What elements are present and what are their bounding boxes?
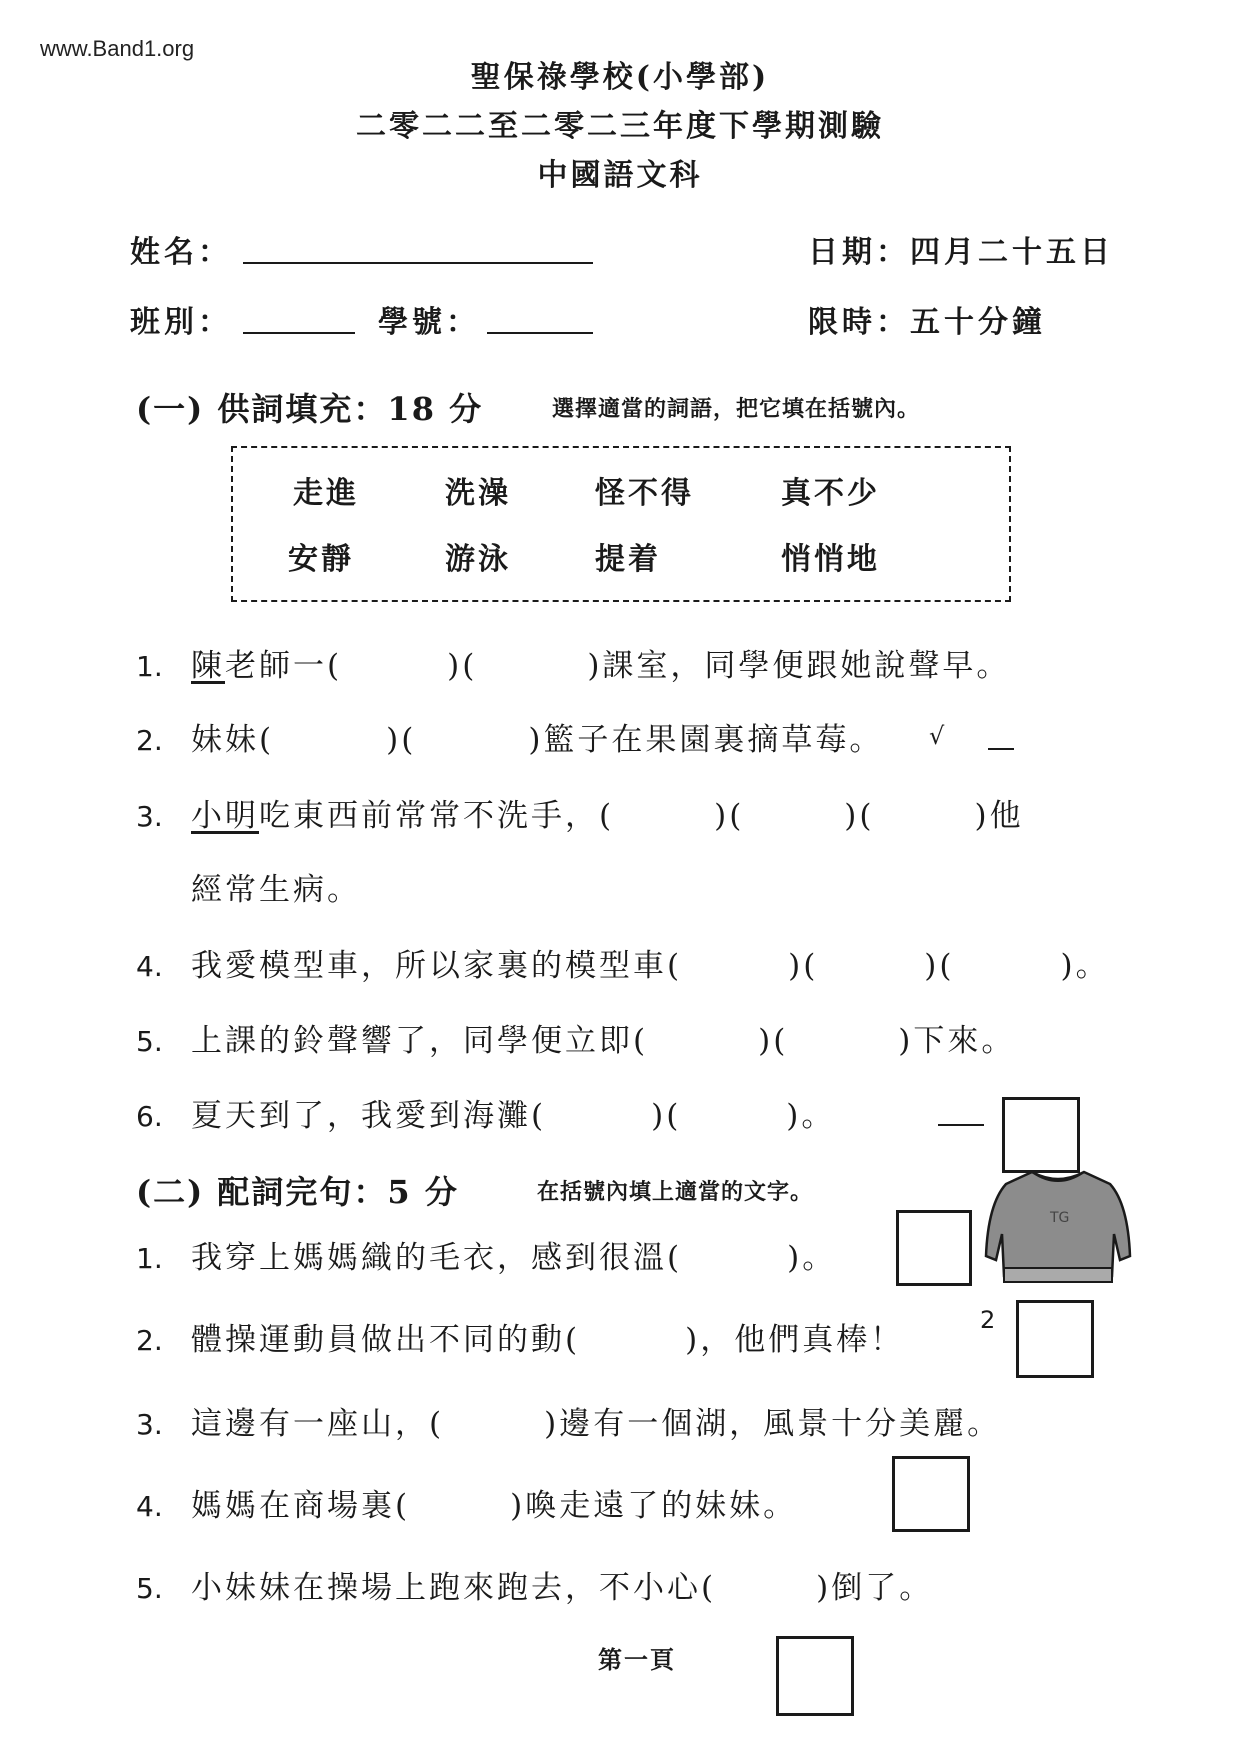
score-dash — [938, 1124, 984, 1126]
exam-title: 二零二二至二零二三年度下學期測驗 — [356, 109, 884, 144]
s2-question-2: 2. 體操運動員做出不同的動( )，他們真棒！ — [136, 1322, 905, 1358]
class-blank[interactable] — [243, 332, 355, 334]
subject-title: 中國語文科 — [537, 158, 703, 193]
word-bank-item: 怪不得 — [595, 476, 694, 511]
word-bank — [231, 446, 1011, 602]
s1-question-4: 4. 我愛模型車，所以家裏的模型車( )( )( )。 — [136, 948, 1110, 984]
word-bank-item: 安靜 — [288, 542, 354, 577]
teacher-tick-mark: √ — [929, 722, 945, 750]
name-blank[interactable] — [243, 262, 593, 264]
word-bank-item: 真不少 — [781, 476, 880, 511]
score-box[interactable] — [1002, 1097, 1080, 1173]
sweater-logo-text: TG — [1050, 1210, 1070, 1226]
word-bank-item: 洗澡 — [445, 476, 511, 511]
s1-question-2: 2. 妹妹( )( )籃子在果園裏摘草莓。 — [136, 722, 884, 758]
s1-question-3: 3. 小明吃東西前常常不洗手，( )( )( )他 — [136, 798, 1024, 834]
sweater-hem — [1004, 1268, 1112, 1282]
exam-date: 日期：四月二十五日 — [808, 235, 1114, 270]
section1-instruction: 選擇適當的詞語，把它填在括號內。 — [552, 396, 921, 422]
section2-title: (二) 配詞完句：5 分 — [136, 1173, 459, 1211]
s2-question-4: 4. 媽媽在商場裏( )喚走遠了的妹妹。 — [136, 1488, 798, 1524]
score-dash — [988, 748, 1014, 750]
score-box[interactable] — [892, 1456, 970, 1532]
number-label: 學號： — [378, 305, 480, 340]
word-bank-item: 游泳 — [445, 542, 511, 577]
watermark: www.Band1.org — [40, 36, 195, 61]
s2-question-1: 1. 我穿上媽媽織的毛衣，感到很溫( )。 — [136, 1240, 837, 1276]
section1-title: (一) 供詞填充：18 分 — [136, 390, 484, 428]
s2-question-5: 5. 小妹妹在操場上跑來跑去，不小心( )倒了。 — [136, 1570, 934, 1606]
handwritten-score: 2 — [980, 1306, 996, 1334]
page-total-box[interactable] — [776, 1636, 854, 1716]
word-bank-item: 悄悄地 — [781, 542, 880, 577]
school-name: 聖保祿學校(小學部) — [470, 60, 770, 95]
s1-question-6: 6. 夏天到了，我愛到海灘( )( )。 — [136, 1098, 836, 1134]
section2-instruction: 在括號內填上適當的文字。 — [537, 1179, 814, 1205]
s2-question-3: 3. 這邊有一座山，( )邊有一個湖，風景十分美麗。 — [136, 1406, 1002, 1442]
score-box[interactable] — [1016, 1300, 1094, 1378]
s1-question-5: 5. 上課的鈴聲響了，同學便立即( )( )下來。 — [136, 1023, 1016, 1059]
page-number: 第一頁 — [598, 1645, 676, 1674]
name-label: 姓名： — [130, 235, 232, 270]
class-label: 班別： — [130, 305, 232, 340]
word-bank-item: 提着 — [595, 542, 661, 577]
word-bank-item: 走進 — [293, 476, 359, 511]
score-box[interactable] — [896, 1210, 972, 1286]
sweater-illustration — [980, 1164, 1136, 1290]
s1-question-1: 1. 陳老師一( )( )課室，同學便跟她說聲早。 — [136, 648, 1011, 684]
time-limit: 限時：五十分鐘 — [808, 305, 1046, 340]
s1-question-3-continued: 經常生病。 — [191, 872, 361, 908]
number-blank[interactable] — [487, 332, 593, 334]
